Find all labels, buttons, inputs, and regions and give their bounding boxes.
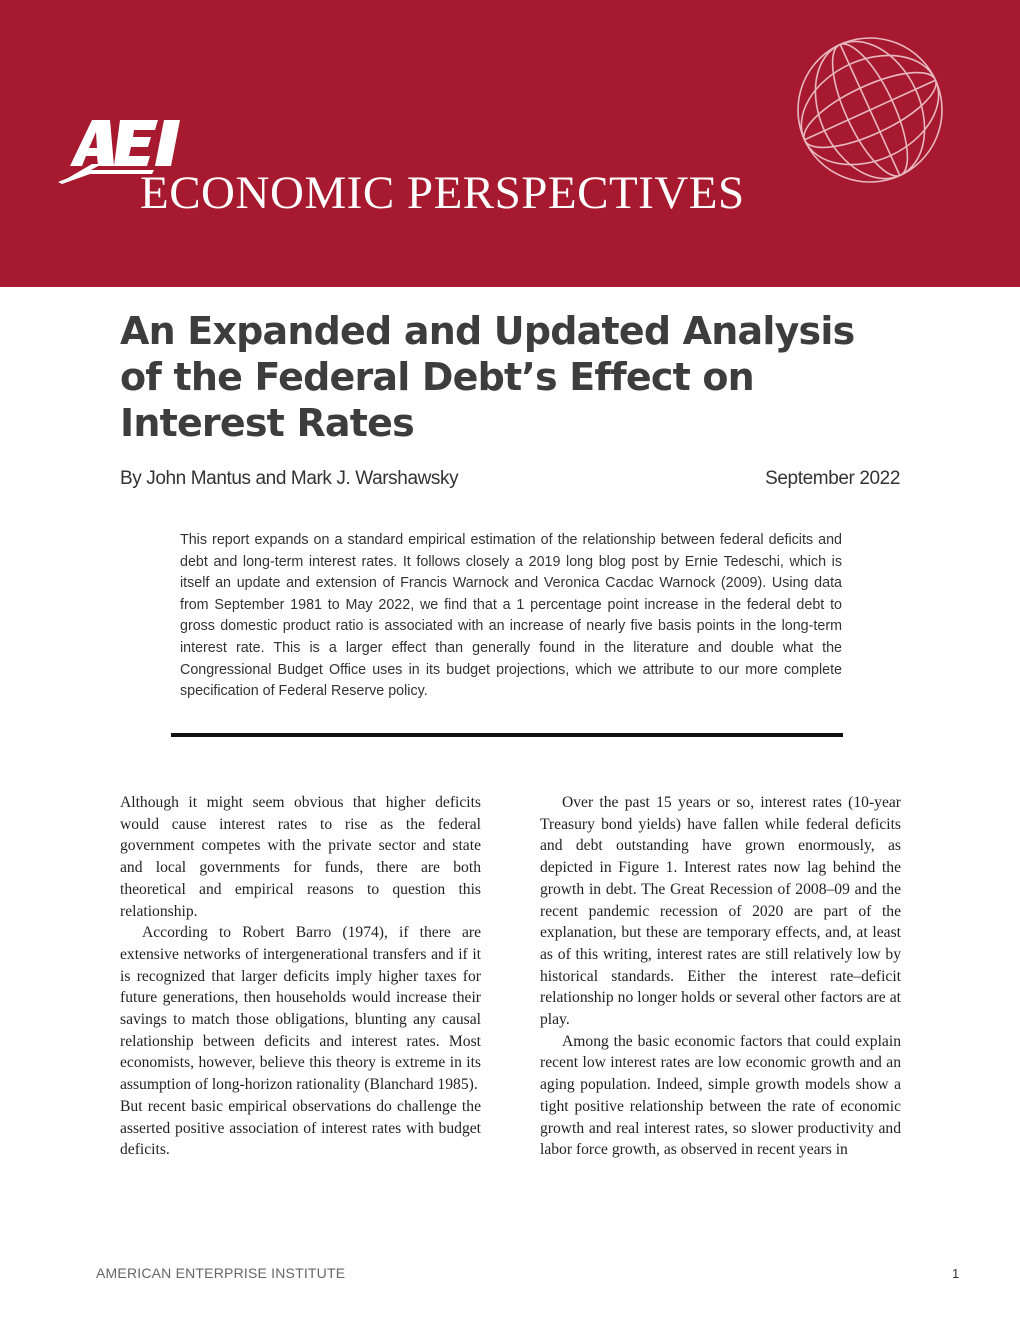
header-banner — [0, 0, 1020, 287]
section-divider — [171, 733, 843, 737]
left-column — [120, 792, 481, 1161]
series-title: ECONOMIC PERSPECTIVES — [140, 167, 745, 219]
publication-date: September 2022 — [765, 468, 900, 489]
page-number: 1 — [952, 1266, 960, 1281]
paragraph: According to Robert Barro (1974), if there are extensive networks of intergenerational transfers and if it is recognized that larger deficits imply higher taxes for future generations, then households would increase their savings to match those obligations, blunting any causal relationship between deficits and interest rates. Most economists, however, believe this theory is extreme in its assumption of long-horizon rationality (Blanchard 1985). — [120, 924, 481, 1094]
right-column — [540, 792, 901, 1161]
byline: By John Mantus and Mark J. Warshawsky — [120, 468, 459, 489]
title-line: An Expanded and Updated Analysis — [120, 309, 855, 353]
paragraph: Over the past 15 years or so, interest rates (10-year Treasury bond yields) have fallen while federal deficits and debt outstanding have grown enormously, as depicted in Figure 1. Interest rates now lag behind the growth in debt. The Great Recession of 2008–09 and the recent pandemic recession of 2020 are part of the explanation, but these are temporary effects, and, at least as of this writing, interest rates are still relatively low by historical standards. Either the interest rate–deficit relationship no longer holds or several other factors are at play. — [540, 794, 901, 1029]
globe-icon — [790, 30, 950, 190]
paragraph: But recent basic empirical observations do challenge the asserted positive association of interest rates with budget deficits. — [120, 1097, 481, 1159]
title-line: Interest Rates — [120, 401, 414, 445]
title-line: of the Federal Debt’s Effect on — [120, 355, 754, 399]
paragraph: Although it might seem obvious that higher deficits would cause interest rates to rise as the federal government competes with the private sector and state and local governments for funds, there are both theoretical and empirical reasons to question this relationship. — [120, 794, 481, 920]
abstract: This report expands on a standard empirical estimation of the relationship between federal deficits and debt and long-term interest rates. It follows closely a 2019 long blog post by Ernie Tedeschi, which is itself an update and extension of Francis Warnock and Veronica Cacdac Warnock (2009). Using data from September 1981 to May 2022, we find that a 1 percentage point increase in the federal debt to gross domestic product ratio is associated with an increase of nearly five basis points in the long-term interest rate. This is a larger effect than generally found in the literature and double what the Congressional Budget Office uses in its budget projections, which we attribute to our more complete specification of Federal Reserve policy. — [180, 532, 842, 700]
footer-organization: AMERICAN ENTERPRISE INSTITUTE — [96, 1265, 346, 1281]
paragraph: Among the basic economic factors that could explain recent low interest rates are low economic growth and an aging population. Indeed, simple growth models show a tight positive relationship between the rate of economic growth and real interest rates, so slower productivity and labor force growth, as observed in recent years in — [540, 1032, 901, 1159]
document-title — [120, 308, 920, 446]
